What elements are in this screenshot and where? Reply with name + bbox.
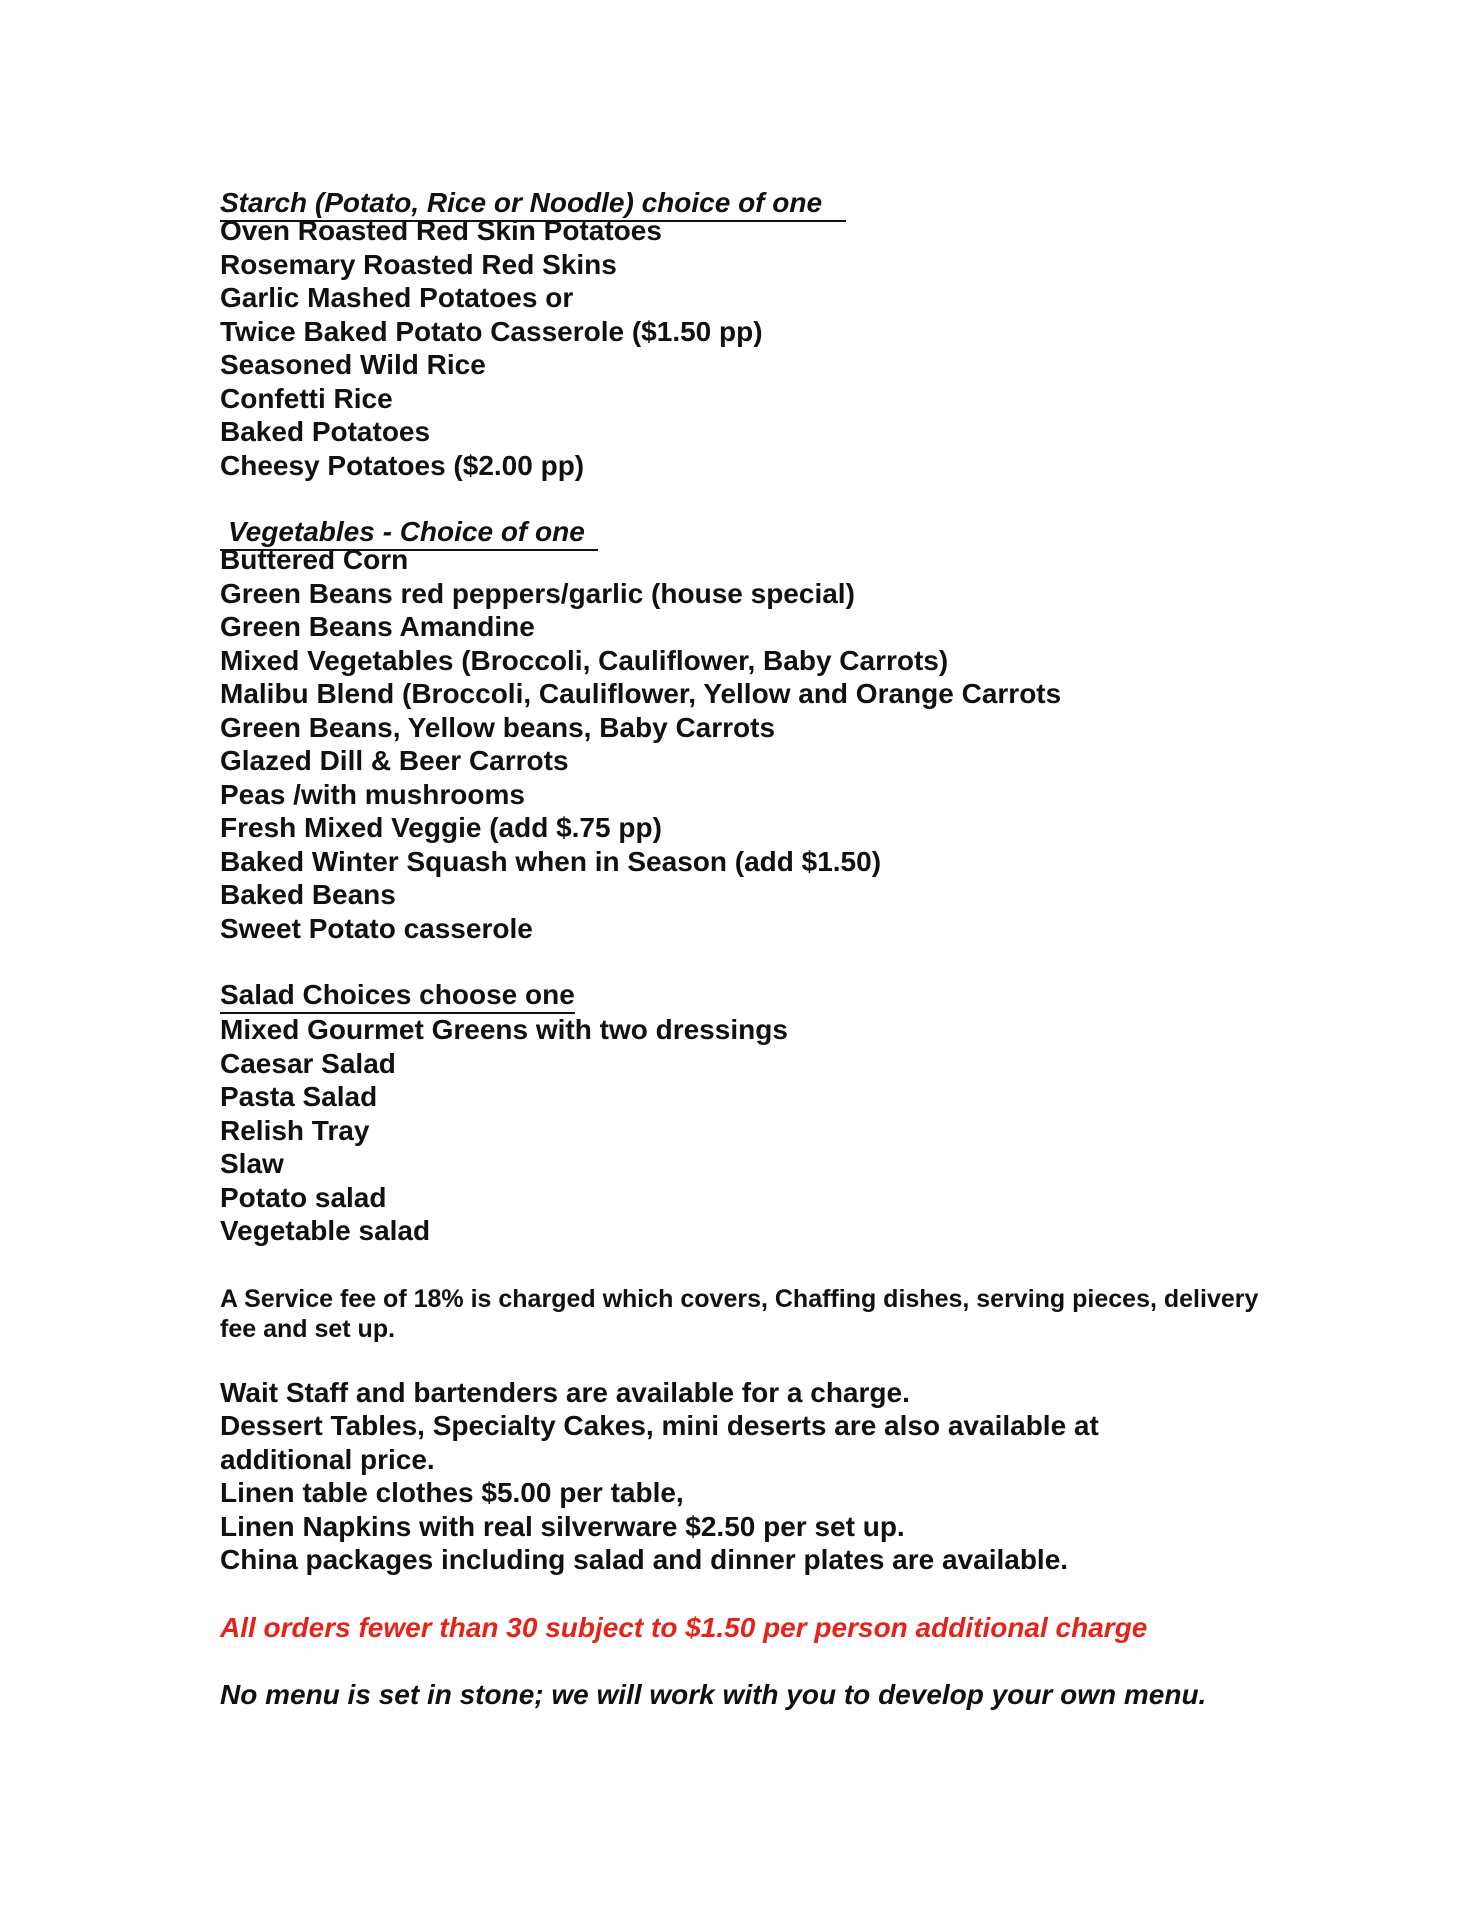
list-item: Fresh Mixed Veggie (add $.75 pp)	[220, 812, 662, 843]
list-item: Slaw	[220, 1148, 284, 1179]
extras-item: China packages including salad and dinner plates are available.	[220, 1544, 1069, 1575]
extras-item: Linen Napkins with real silverware $2.50 per set up.	[220, 1510, 905, 1542]
list-item: Baked Potatoes	[220, 416, 431, 447]
list-item: Twice Baked Potato Casserole ($1.50 pp)	[220, 315, 763, 347]
extras-item: Linen table clothes $5.00 per table,	[220, 1477, 684, 1508]
list-item: Oven Roasted Red Skin Potatoes	[220, 215, 662, 246]
list-item: Sweet Potato casserole	[220, 912, 533, 944]
menu-page	[220, 186, 1340, 1712]
list-item: Rosemary Roasted Red Skins	[220, 248, 617, 280]
list-item: Buttered Corn	[220, 544, 409, 575]
list-item: Baked Beans	[220, 879, 396, 910]
starch-list	[220, 214, 1340, 482]
list-item: Peas /with mushrooms	[220, 778, 525, 810]
list-item: Cheesy Potatoes ($2.00 pp)	[220, 449, 585, 481]
salads-list	[220, 1013, 1340, 1248]
spacer	[220, 482, 1340, 515]
starch-heading: Starch (Potato, Rice or Noodle) choice of one	[220, 186, 846, 222]
list-item: Caesar Salad	[220, 1047, 396, 1079]
list-item: Malibu Blend (Broccoli, Cauliflower, Yellow and Orange Carrots	[220, 678, 1062, 709]
small-order-surcharge-note: All orders fewer than 30 subject to $1.50 per person additional charge	[220, 1611, 1148, 1643]
spacer	[220, 1248, 1340, 1284]
spacer	[220, 1645, 1340, 1678]
list-item: Glazed Dill & Beer Carrots	[220, 745, 569, 776]
list-item: Pasta Salad	[220, 1081, 378, 1112]
extras-item: Wait Staff and bartenders are available for a charge.	[220, 1376, 910, 1408]
list-item: Garlic Mashed Potatoes or	[220, 282, 574, 313]
spacer	[220, 1344, 1340, 1376]
spacer	[220, 945, 1340, 978]
list-item: Green Beans Amandine	[220, 611, 535, 642]
custom-menu-note: No menu is set in stone; we will work with you to develop your own menu.	[220, 1678, 1207, 1710]
list-item: Baked Winter Squash when in Season (add $1.50)	[220, 845, 882, 877]
list-item: Green Beans, Yellow beans, Baby Carrots	[220, 711, 776, 743]
list-item: Potato salad	[220, 1181, 387, 1213]
vegetables-heading: Vegetables - Choice of one	[220, 515, 598, 551]
spacer	[220, 1577, 1340, 1611]
list-item: Seasoned Wild Rice	[220, 349, 486, 380]
vegetables-list	[220, 543, 1340, 945]
extras-item: Dessert Tables, Specialty Cakes, mini deserts are also available at additional price.	[220, 1410, 1099, 1475]
service-fee-note: A Service fee of 18% is charged which covers, Chaffing dishes, serving pieces, delivery fee and set up.	[220, 1284, 1259, 1343]
salads-heading: Salad Choices choose one	[220, 978, 575, 1014]
list-item: Relish Tray	[220, 1114, 370, 1146]
list-item: Vegetable salad	[220, 1215, 431, 1246]
list-item: Mixed Gourmet Greens with two dressings	[220, 1014, 788, 1045]
extras-list	[220, 1376, 1340, 1577]
list-item: Confetti Rice	[220, 382, 393, 414]
list-item: Green Beans red peppers/garlic (house special)	[220, 577, 855, 609]
list-item: Mixed Vegetables (Broccoli, Cauliflower, Baby Carrots)	[220, 644, 949, 676]
